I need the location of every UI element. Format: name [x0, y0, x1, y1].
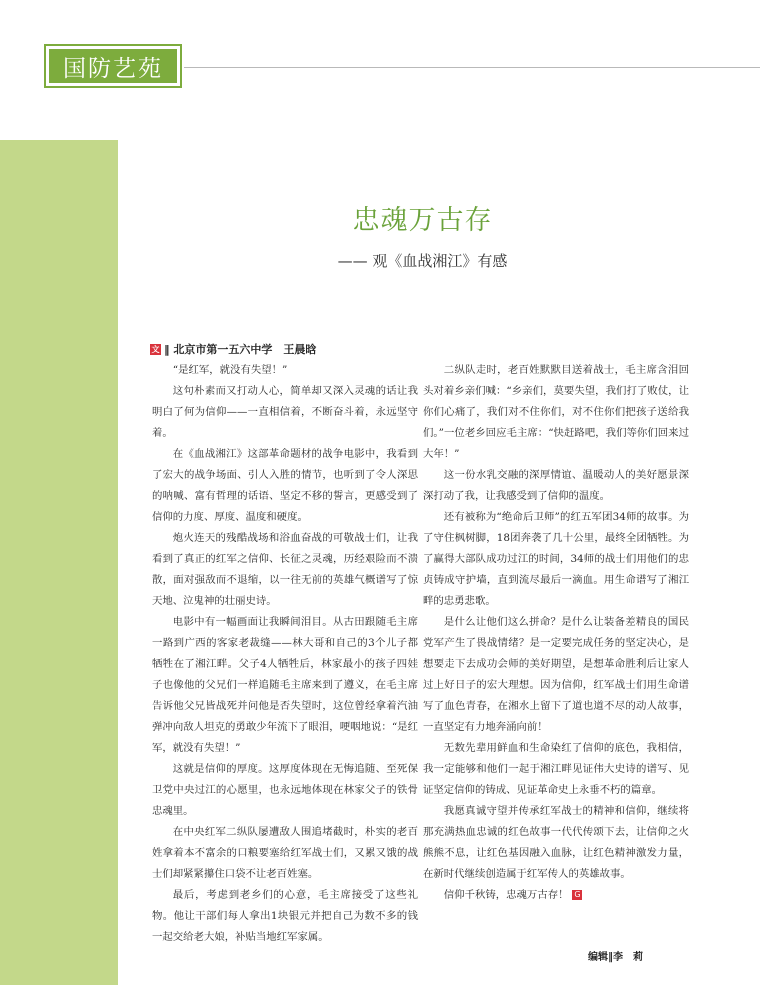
paragraph: 我愿真诚守望并传承红军战士的精神和信仰，继续将那充满热血忠诚的红色故事一代代传颂下去，让信仰之火熊熊不息，让红色基因融入血脉，让红色精神激发力量，在新时代继续创造属于红军传人的英雄故事。	[423, 805, 689, 880]
paragraph: 在中央红军二纵队屡遭敌人围追堵截时，朴实的老百姓拿着本不富余的口粮要塞给红军战士们，又累又饿的战士们却紧紧攥住口袋不让老百姓塞。	[152, 826, 418, 880]
author-mark-icon: 文	[151, 344, 160, 354]
byline	[150, 341, 316, 357]
paragraph: 这句朴素而又打动人心，简单却又深入灵魂的话让我明白了何为信仰——一直相信着，不断奋斗着，永远坚守着。	[152, 385, 418, 439]
end-mark-icon: G	[574, 890, 581, 899]
right-column	[423, 360, 689, 906]
paragraph: 无数先辈用鲜血和生命染红了信仰的底色，我相信，我一定能够和他们一起于湘江畔见证伟大史诗的谱写、见证坚定信仰的铸成、见证革命史上永垂不朽的篇章。	[423, 742, 689, 796]
paragraph: 电影中有一幅画面让我瞬间泪目。从古田跟随毛主席一路到广西的客家老裁缝——林大哥和自己的3个儿子都牺牲在了湘江畔。父子4人牺牲后，林家最小的孩子四娃子也像他的父兄们一样追随毛主席来到了遵义，在毛主席告诉他父兄皆战死并问他是否失望时，这位曾经拿着汽油弹冲向敌人坦克的勇敢少年流下了眼泪，哽咽地说：“是红军，就没有失望！”	[152, 616, 418, 754]
paragraph: 是什么让他们这么拼命？是什么让装备差精良的国民党军产生了畏战情绪？是一定要完成任务的坚定决心，是想要走下去成功会师的美好期望，是想革命胜利后让家人过上好日子的宏大理想。因为信仰，红军战士们用生命谱写了血色青春，在湘水上留下了道也道不尽的动人故事，一直坚定有力地奔涌向前！	[423, 616, 689, 733]
editor-credit: 编辑‖李 莉	[588, 952, 643, 963]
paragraph: 二纵队走时，老百姓默默目送着战士，毛主席含泪回头对着乡亲们喊：“乡亲们，莫要失望，我们打了败仗，让你们心痛了，我们对不住你们，对不住你们把孩子送给我们。”一位老乡回应毛主席：“快赶路吧，我们等你们回来过大年！”	[423, 364, 689, 460]
paragraph: “是红军，就没有失望！”	[172, 364, 288, 376]
paragraph: 还有被称为“绝命后卫师”的红五军团34师的故事。为了守住枫树脚，18团奔袭了几十公里，最终全团牺牲。为了赢得大部队成功过江的时间，34师的战士们用他们的忠贞铸成守护墙，直到流尽最后一滴血。用生命谱写了湘江畔的忠勇悲歌。	[423, 511, 689, 607]
paragraph: 最后，考虑到老乡们的心意，毛主席接受了这些礼物。他让干部们每人拿出1块银元并把自己为数不多的钱一起交给老大娘，补贴当地红军家属。	[152, 889, 418, 943]
paragraph: 在《血战湘江》这部革命题材的战争电影中，我看到了宏大的战争场面、引人入胜的情节，也听到了令人深思的呐喊、富有哲理的话语、坚定不移的誓言，更感受到了信仰的力度、厚度、温度和硬度。	[152, 448, 418, 523]
header-rule	[184, 67, 760, 68]
byline-text: ‖ 北京市第一五六中学 王晨晗	[164, 343, 317, 356]
section-label-box	[44, 44, 182, 88]
section-label: 国防艺苑	[49, 49, 177, 83]
paragraph: 炮火连天的残酷战场和浴血奋战的可敬战士们，让我看到了真正的红军之信仰、长征之灵魂，历经艰险而不溃散，面对强敌而不退缩，以一往无前的英雄气概谱写了惊天地、泣鬼神的壮丽史诗。	[152, 532, 418, 607]
closing-paragraph	[423, 885, 689, 906]
article-title: 忠魂万古存	[352, 205, 493, 236]
paragraph: 这就是信仰的厚度。这厚度体现在无悔追随、至死保卫党中央过江的心愿里，也永远地体现在林家父子的铁骨忠魂里。	[152, 763, 418, 817]
closing-line: 信仰千秋铸，忠魂万古存！	[443, 889, 569, 901]
paragraph: 这一份水乳交融的深厚情谊、温暖动人的美好愿景深深打动了我，让我感受到了信仰的温度。	[423, 469, 689, 502]
left-column	[152, 360, 418, 948]
article-subtitle: —— 观《血战湘江》有感	[337, 252, 508, 270]
